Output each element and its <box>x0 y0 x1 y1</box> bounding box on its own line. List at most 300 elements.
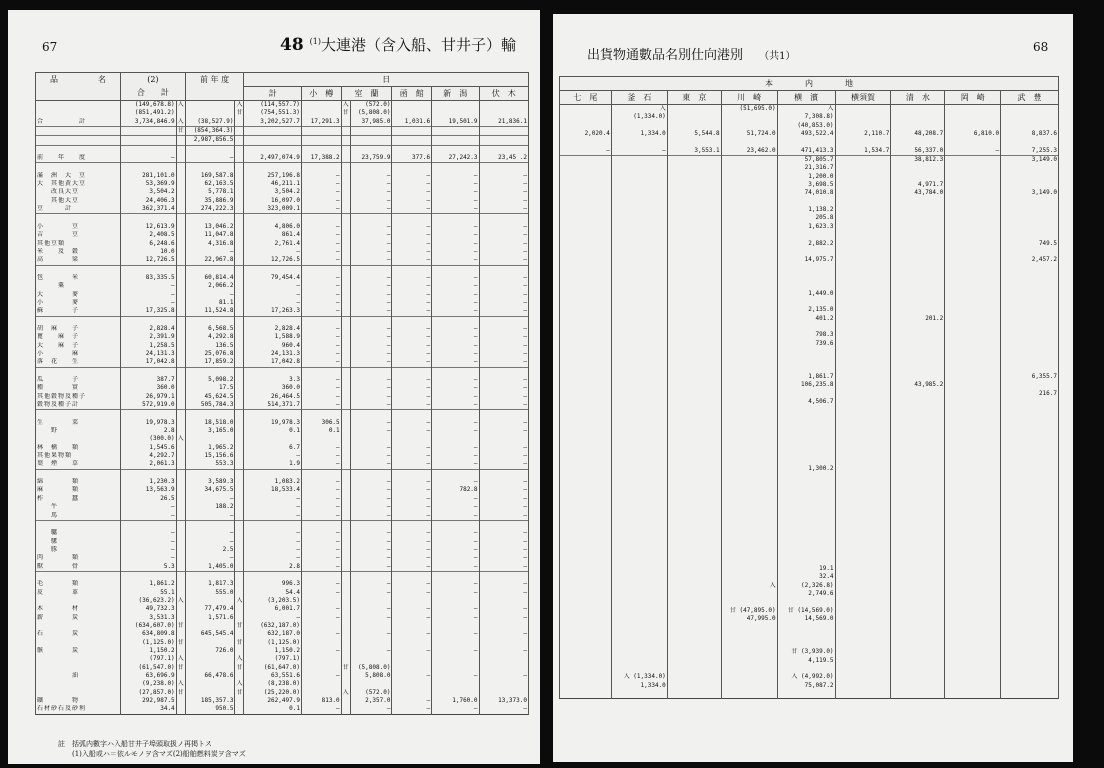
value-cell <box>945 507 1001 515</box>
table-row <box>560 189 1059 197</box>
table-row <box>36 630 529 638</box>
value-cell: — <box>392 248 432 256</box>
table-row <box>36 410 529 419</box>
value-cell <box>835 573 891 581</box>
value-cell <box>945 498 1001 506</box>
value-cell <box>835 456 891 464</box>
value-cell: 377.6 <box>392 154 432 163</box>
value-cell: 18,518.0 <box>185 419 235 427</box>
value-cell <box>560 515 612 523</box>
value-cell: — <box>392 188 432 196</box>
value-cell <box>667 340 721 348</box>
value-cell <box>301 469 341 478</box>
value-cell: — <box>392 256 432 265</box>
value-cell: — <box>301 291 341 299</box>
value-cell: — <box>432 580 479 588</box>
value-cell: 11,047.8 <box>185 231 235 239</box>
value-cell: 1,230.3 <box>121 478 177 486</box>
right-title-text: 出貨物通數品名別仕向港別 <box>587 48 744 63</box>
value-cell: — <box>301 589 341 597</box>
table-row <box>560 273 1059 281</box>
value-cell <box>341 325 350 333</box>
value-cell <box>945 315 1001 323</box>
value-cell <box>341 197 350 205</box>
value-cell <box>835 356 891 364</box>
value-cell <box>721 290 777 298</box>
value-cell: 257,196.8 <box>244 172 301 180</box>
value-cell <box>235 376 244 384</box>
value-cell: — <box>350 291 392 299</box>
value-cell: 3.3 <box>244 376 301 384</box>
value-cell <box>341 419 350 427</box>
table-row <box>560 223 1059 231</box>
value-cell <box>611 323 667 331</box>
value-cell <box>301 316 341 325</box>
table-row <box>36 580 529 588</box>
value-cell <box>560 156 612 165</box>
table-row <box>560 481 1059 489</box>
table-row <box>36 419 529 427</box>
item-name-cell: 石材砂石及砂利 <box>36 705 121 714</box>
value-cell <box>835 138 891 146</box>
value-cell <box>667 365 721 373</box>
table-row <box>36 265 529 274</box>
item-name-cell: 驢 <box>36 529 121 537</box>
value-cell: 16,097.0 <box>244 197 301 205</box>
value-cell: 甘 <box>236 109 243 117</box>
value-cell: — <box>301 205 341 214</box>
table-row <box>36 444 529 452</box>
value-cell: — <box>244 546 301 554</box>
table-row <box>560 623 1059 631</box>
value-cell <box>835 340 891 348</box>
value-cell <box>777 532 835 540</box>
value-cell <box>835 240 891 248</box>
value-cell <box>560 365 612 373</box>
value-cell: — <box>121 512 177 521</box>
value-cell: — <box>121 503 177 511</box>
value-cell <box>560 248 612 256</box>
value-cell <box>611 548 667 556</box>
value-cell <box>560 523 612 531</box>
value-cell: 1,300.2 <box>777 465 835 473</box>
value-cell <box>721 440 777 448</box>
col-item-header: 品 名 <box>36 73 121 101</box>
value-cell <box>667 682 721 690</box>
value-cell <box>891 548 945 556</box>
value-cell: (3,203.5) <box>244 597 301 605</box>
value-cell <box>244 214 301 223</box>
value-cell <box>777 632 835 640</box>
value-cell: 83,335.5 <box>121 274 177 282</box>
value-cell: — <box>392 376 432 384</box>
value-cell <box>945 306 1001 314</box>
value-cell <box>176 197 185 205</box>
value-cell <box>835 281 891 289</box>
value-cell <box>891 256 945 264</box>
table-row <box>36 367 529 376</box>
value-cell: 入 (4,992.0) <box>777 673 835 681</box>
table-row <box>36 503 529 511</box>
value-cell: 950.5 <box>185 705 235 714</box>
table-row <box>560 490 1059 498</box>
value-cell <box>341 410 350 419</box>
value-cell: — <box>301 333 341 341</box>
value-cell: 362,371.4 <box>121 205 177 214</box>
value-cell <box>835 640 891 648</box>
value-cell <box>667 265 721 273</box>
value-cell: — <box>244 248 301 256</box>
col-prev-header: 前 年 度 <box>185 73 244 101</box>
value-cell <box>235 350 244 358</box>
table-row <box>560 523 1059 531</box>
value-cell <box>176 520 185 529</box>
value-cell: — <box>350 240 392 248</box>
value-cell <box>721 138 777 146</box>
footnote-2: (1)入船或ハ＝依ルモノヲ含マズ(2)船舶燃料炭ヲ含マズ <box>58 750 246 758</box>
value-cell <box>667 548 721 556</box>
table-row <box>560 290 1059 298</box>
value-cell <box>176 427 185 435</box>
value-cell <box>341 614 350 622</box>
value-cell <box>479 664 528 672</box>
value-cell: (754,551.3) <box>244 109 301 117</box>
value-cell: — <box>479 401 528 410</box>
value-cell: — <box>392 299 432 307</box>
value-cell <box>721 515 777 523</box>
value-cell: — <box>432 180 479 188</box>
value-cell <box>835 265 891 273</box>
value-cell: 甘 <box>342 663 349 671</box>
table-row <box>36 118 529 127</box>
table-row <box>36 427 529 435</box>
value-cell: — <box>479 503 528 511</box>
value-cell: — <box>392 503 432 511</box>
value-cell <box>611 565 667 573</box>
value-cell <box>611 515 667 523</box>
value-cell: — <box>432 240 479 248</box>
value-cell: 5,098.2 <box>185 376 235 384</box>
value-cell <box>185 469 235 478</box>
value-cell: — <box>350 419 392 427</box>
value-cell <box>891 598 945 606</box>
value-cell: — <box>301 647 341 655</box>
value-cell: — <box>392 614 432 622</box>
value-cell <box>667 138 721 146</box>
value-cell <box>235 265 244 274</box>
value-cell <box>560 532 612 540</box>
value-cell <box>667 156 721 165</box>
value-cell <box>611 240 667 248</box>
value-cell <box>432 214 479 223</box>
table-row <box>560 298 1059 306</box>
value-cell <box>341 231 350 239</box>
value-cell: — <box>301 358 341 367</box>
value-cell <box>945 456 1001 464</box>
value-cell <box>244 367 301 376</box>
table-row <box>36 495 529 503</box>
table-row <box>560 306 1059 314</box>
value-cell <box>185 145 235 154</box>
value-cell <box>1001 173 1059 181</box>
value-cell <box>777 273 835 281</box>
table-title <box>280 34 516 55</box>
value-cell: 入 <box>236 596 243 604</box>
table-row <box>36 376 529 384</box>
value-cell: — <box>479 180 528 188</box>
table-row <box>560 130 1059 138</box>
value-cell <box>479 680 528 688</box>
value-cell: 2,408.5 <box>121 231 177 239</box>
value-cell <box>176 325 185 333</box>
value-cell: — <box>479 554 528 562</box>
value-cell: 4,971.7 <box>891 181 945 189</box>
table-row <box>36 154 529 163</box>
value-cell: 56,337.0 <box>891 147 945 156</box>
value-cell: 甘 (3,939.0) <box>777 648 835 656</box>
value-cell: 1,031.6 <box>392 118 432 127</box>
value-cell <box>341 256 350 265</box>
table-row <box>560 265 1059 273</box>
value-cell: — <box>350 384 392 392</box>
value-cell <box>721 682 777 690</box>
value-cell <box>611 406 667 414</box>
table-row <box>36 647 529 655</box>
table-row <box>36 223 529 231</box>
value-cell: — <box>350 205 392 214</box>
value-cell <box>945 565 1001 573</box>
value-cell: 17.5 <box>185 384 235 392</box>
value-cell: — <box>301 393 341 401</box>
value-cell <box>121 163 177 172</box>
value-cell: 306.5 <box>301 419 341 427</box>
value-cell: 1,545.6 <box>121 444 177 452</box>
value-cell <box>432 655 479 663</box>
value-cell: 2.8 <box>244 563 301 572</box>
value-cell: — <box>432 478 479 486</box>
value-cell <box>611 582 667 590</box>
table-row <box>36 136 529 145</box>
value-cell: — <box>432 205 479 214</box>
value-cell <box>721 240 777 248</box>
value-cell: — <box>479 538 528 546</box>
value-cell: — <box>479 231 528 239</box>
value-cell <box>341 376 350 384</box>
item-name-cell: 吉 豆 <box>36 231 121 239</box>
value-cell <box>945 657 1001 665</box>
value-cell: — <box>479 223 528 231</box>
item-name-cell: 瓜 子 <box>36 376 121 384</box>
value-cell: 5,778.1 <box>185 188 235 196</box>
value-cell: — <box>479 630 528 638</box>
item-name-cell: 肉 類 <box>36 554 121 562</box>
value-cell: — <box>432 529 479 537</box>
value-cell: — <box>392 282 432 290</box>
value-cell: 1,861.2 <box>121 580 177 588</box>
value-cell: — <box>432 554 479 562</box>
value-cell <box>350 265 392 274</box>
value-cell <box>777 265 835 273</box>
item-name-cell <box>36 214 121 223</box>
value-cell <box>176 647 185 655</box>
value-cell: — <box>479 205 528 214</box>
value-cell <box>560 231 612 239</box>
value-cell: 2,110.7 <box>835 130 891 138</box>
value-cell <box>235 538 244 546</box>
value-cell: 505,784.3 <box>185 401 235 410</box>
value-cell <box>891 473 945 481</box>
value-cell: 甘 <box>177 127 184 135</box>
value-cell <box>835 398 891 406</box>
group-japan-header: 日 <box>244 73 529 87</box>
table-row <box>36 622 529 630</box>
value-cell <box>392 639 432 647</box>
value-cell <box>945 181 1001 189</box>
value-cell <box>176 367 185 376</box>
table-row <box>36 452 529 460</box>
value-cell <box>945 164 1001 172</box>
item-name-cell: 其他穀物及種子 <box>36 393 121 401</box>
value-cell: 1,571.6 <box>185 614 235 622</box>
value-cell <box>945 214 1001 222</box>
value-cell: — <box>479 274 528 282</box>
value-cell: 15,156.6 <box>185 452 235 460</box>
value-cell: 74,010.8 <box>777 189 835 197</box>
item-name-cell: 小 豆 <box>36 223 121 231</box>
value-cell <box>611 532 667 540</box>
value-cell <box>721 590 777 598</box>
value-cell: — <box>392 589 432 597</box>
value-cell <box>721 381 777 389</box>
value-cell <box>777 231 835 239</box>
right-data-table <box>559 76 1059 699</box>
value-cell <box>235 605 244 613</box>
value-cell: — <box>479 291 528 299</box>
value-cell: 471,413.3 <box>777 147 835 156</box>
value-cell: — <box>350 605 392 613</box>
value-cell <box>945 206 1001 214</box>
value-cell: 27,242.3 <box>432 154 479 163</box>
item-name-cell: 合 計 <box>36 118 121 127</box>
value-cell: — <box>611 147 667 156</box>
value-cell <box>176 495 185 503</box>
table-row <box>560 607 1059 615</box>
value-cell <box>121 316 177 325</box>
value-cell <box>1001 164 1059 172</box>
value-cell <box>341 486 350 494</box>
value-cell: — <box>392 274 432 282</box>
value-cell <box>1001 198 1059 206</box>
value-cell <box>235 145 244 154</box>
value-cell <box>341 538 350 546</box>
value-cell <box>835 565 891 573</box>
value-cell: 4,292.8 <box>185 333 235 341</box>
value-cell <box>176 316 185 325</box>
table-row <box>560 582 1059 590</box>
value-cell: 甘 <box>236 663 243 671</box>
value-cell <box>891 390 945 398</box>
value-cell: — <box>301 554 341 562</box>
value-cell: — <box>350 452 392 460</box>
value-cell <box>301 639 341 647</box>
value-cell <box>611 298 667 306</box>
value-cell: — <box>350 299 392 307</box>
table-row <box>36 672 529 680</box>
value-cell <box>560 406 612 414</box>
value-cell <box>721 390 777 398</box>
table-row <box>560 448 1059 456</box>
value-cell <box>1001 248 1059 256</box>
value-cell: 3,589.3 <box>185 478 235 486</box>
value-cell: — <box>301 503 341 511</box>
value-cell <box>235 136 244 145</box>
value-cell <box>235 410 244 419</box>
value-cell <box>432 469 479 478</box>
value-cell: 782.8 <box>432 486 479 494</box>
value-cell: 185,357.3 <box>185 697 235 705</box>
value-cell <box>235 401 244 410</box>
value-cell <box>185 265 235 274</box>
item-name-cell: 改良大豆 <box>36 188 121 196</box>
value-cell <box>721 465 777 473</box>
value-cell: — <box>301 495 341 503</box>
value-cell <box>721 423 777 431</box>
value-cell: — <box>392 605 432 613</box>
value-cell <box>392 571 432 580</box>
value-cell <box>891 398 945 406</box>
value-cell: — <box>392 444 432 452</box>
value-cell <box>835 490 891 498</box>
value-cell: — <box>350 580 392 588</box>
value-cell: 43,985.2 <box>891 381 945 389</box>
value-cell <box>560 189 612 197</box>
table-row <box>560 340 1059 348</box>
value-cell: 入 <box>177 101 184 108</box>
value-cell: 13,373.0 <box>479 697 528 705</box>
value-cell: — <box>301 180 341 188</box>
value-cell <box>891 682 945 690</box>
value-cell <box>341 127 350 136</box>
value-cell <box>891 356 945 364</box>
item-name-cell <box>36 136 121 145</box>
item-name-cell: 其他果物類 <box>36 452 121 460</box>
value-cell <box>121 145 177 154</box>
value-cell: (572.0) <box>350 689 392 697</box>
value-cell: 48,208.7 <box>891 130 945 138</box>
value-cell <box>777 548 835 556</box>
value-cell: 201.2 <box>891 315 945 323</box>
value-cell <box>721 173 777 181</box>
value-cell <box>341 495 350 503</box>
value-cell: (25,220.0) <box>244 689 301 697</box>
value-cell: 4,506.7 <box>777 398 835 406</box>
table-row <box>36 512 529 521</box>
value-cell: — <box>301 240 341 248</box>
value-cell <box>1001 648 1059 656</box>
value-cell <box>392 664 432 672</box>
value-cell <box>1001 490 1059 498</box>
table-row <box>560 248 1059 256</box>
value-cell <box>667 598 721 606</box>
value-cell <box>341 136 350 145</box>
value-cell <box>560 164 612 172</box>
value-cell <box>667 573 721 581</box>
value-cell <box>777 348 835 356</box>
item-name-cell: 小 麥 <box>36 299 121 307</box>
value-cell: — <box>479 358 528 367</box>
value-cell: — <box>432 393 479 401</box>
value-cell <box>611 456 667 464</box>
